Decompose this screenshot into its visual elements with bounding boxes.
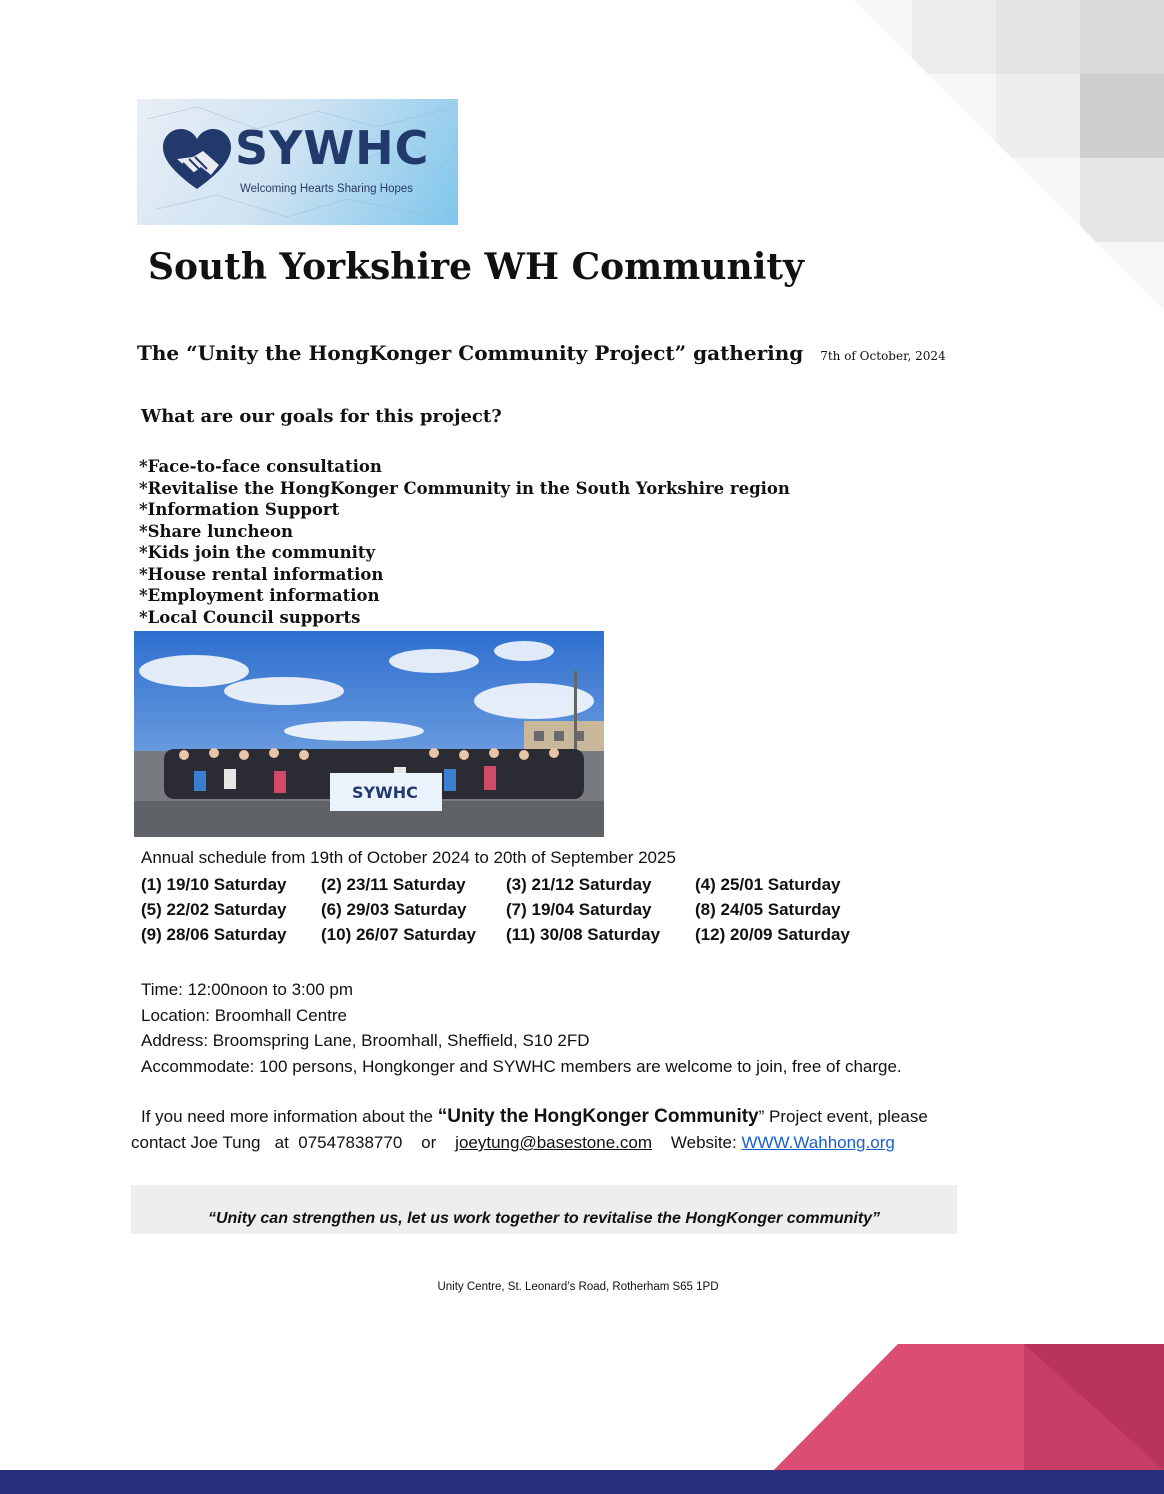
page-title: South Yorkshire WH Community xyxy=(148,246,804,288)
bottom-bar xyxy=(0,1470,1164,1494)
heart-handshake-icon xyxy=(163,129,231,193)
corner-decoration-top xyxy=(834,0,1164,330)
email-link[interactable]: joeytung@basestone.com xyxy=(455,1133,652,1152)
contact-info xyxy=(131,1104,928,1156)
schedule-date: (1) 19/10 Saturday xyxy=(141,875,287,894)
quote-text: “Unity can strengthen us, let us work together to revitalise the HongKonger community” xyxy=(207,1210,881,1227)
schedule-table xyxy=(141,872,901,947)
schedule-title: Annual schedule from 19th of October 2024 to 20th of September 2025 xyxy=(141,848,676,867)
schedule-date: (4) 25/01 Saturday xyxy=(695,875,841,894)
event-location: Location: Broomhall Centre xyxy=(141,1005,348,1025)
list-item: *Local Council supports xyxy=(139,607,361,627)
contact-person: contact Joe Tung at 07547838770 or xyxy=(131,1133,456,1152)
schedule-date: (11) 30/08 Saturday xyxy=(506,925,661,944)
website-label: Website: xyxy=(652,1133,742,1152)
corner-decoration-bottom xyxy=(774,1344,1164,1470)
schedule-date: (6) 29/03 Saturday xyxy=(321,900,467,919)
goals-question: What are our goals for this project? xyxy=(141,406,502,427)
list-item: *House rental information xyxy=(139,564,384,584)
schedule-row xyxy=(141,922,901,947)
quote-box xyxy=(131,1185,957,1234)
banner-text: SYWHC xyxy=(352,783,418,802)
schedule-date: (10) 26/07 Saturday xyxy=(321,925,476,944)
list-item: *Share luncheon xyxy=(139,521,293,541)
logo-tagline: Welcoming Hearts Sharing Hopes xyxy=(240,183,414,195)
schedule-date: (2) 23/11 Saturday xyxy=(321,875,466,894)
event-address: Address: Broomspring Lane, Broomhall, Sheffield, S10 2FD xyxy=(141,1031,590,1050)
group-photo xyxy=(134,631,604,837)
schedule-date: (7) 19/04 Saturday xyxy=(506,900,652,919)
list-item: *Kids join the community xyxy=(139,543,376,562)
schedule-row xyxy=(141,897,901,922)
schedule-row xyxy=(141,872,901,897)
goals-list xyxy=(139,456,790,628)
schedule-date: (12) 20/09 Saturday xyxy=(695,925,850,944)
contact-text: ” Project event, please xyxy=(758,1107,928,1126)
list-item: *Information Support xyxy=(139,500,340,519)
contact-text: If you need more information about the xyxy=(141,1107,438,1126)
logo-title: SYWHC xyxy=(235,121,430,175)
schedule-date: (9) 28/06 Saturday xyxy=(141,925,287,944)
subtitle-date: 7th of October, 2024 xyxy=(820,349,946,363)
event-info xyxy=(141,977,902,1079)
footer-address: Unity Centre, St. Leonard’s Road, Rotherham S65 1PD xyxy=(437,1281,719,1293)
list-item: *Employment information xyxy=(139,586,380,605)
sywhc-logo xyxy=(137,99,458,225)
schedule-date: (5) 22/02 Saturday xyxy=(141,900,287,919)
project-subtitle xyxy=(137,341,946,365)
event-time: Time: 12:00noon to 3:00 pm xyxy=(141,980,354,999)
list-item: *Face-to-face consultation xyxy=(139,457,382,476)
event-capacity: Accommodate: 100 persons, Hongkonger and SYWHC members are welcome to join, free of charge. xyxy=(141,1056,902,1076)
subtitle-text: The “Unity the HongKonger Community Project” gathering xyxy=(137,341,804,365)
schedule-date: (8) 24/05 Saturday xyxy=(695,900,841,919)
contact-project-name: “Unity the HongKonger Community xyxy=(437,1106,759,1127)
list-item: *Revitalise the HongKonger Community in the South Yorkshire region xyxy=(139,478,790,498)
website-link[interactable]: WWW.Wahhong.org xyxy=(741,1133,895,1152)
schedule-date: (3) 21/12 Saturday xyxy=(506,875,652,894)
